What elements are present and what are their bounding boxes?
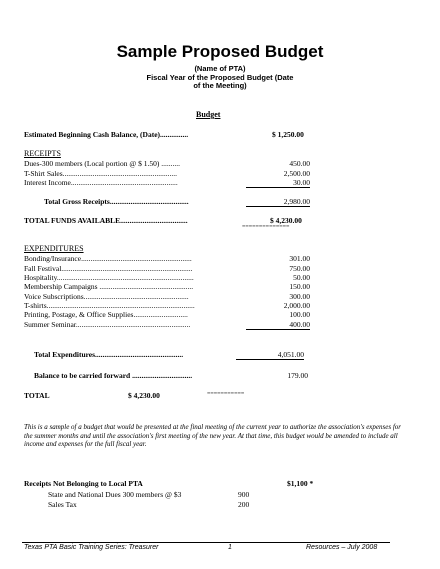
footer-series: Texas PTA Basic Training Series: Treasurer (24, 544, 159, 551)
not-belonging-item-label: State and National Dues 300 members @ $3 (48, 490, 182, 499)
grand-total-label: TOTAL (24, 391, 50, 400)
total-receipts-label: Total Gross Receipts.......................................... (44, 197, 189, 206)
total-funds-rule: ============== (242, 224, 290, 230)
grand-total-rule: =========== (207, 391, 245, 397)
not-belonging-label: Receipts Not Belonging to Local PTA (24, 479, 143, 488)
footer-page-number: 1 (228, 544, 232, 551)
total-funds-amount: $ 4,230.00 (270, 216, 302, 225)
receipt-item-label: Dues-300 members (Local portion @ $ 1.50) .......... (24, 159, 181, 168)
total-expenditures-amount: 4,051.00 (236, 350, 304, 360)
receipt-item-amount: 30.00 (246, 178, 310, 188)
footer-date: Resources – July 2008 (306, 544, 378, 551)
expenditure-item-label: Membership Campaigns .................................................. (24, 282, 194, 291)
expenditure-item-label: Printing, Postage, & Office Supplies............................. (24, 310, 188, 319)
expenditure-item-amount: 2,000.00 (283, 301, 310, 310)
expenditure-item-amount: 150.00 (289, 282, 310, 291)
not-belonging-item-label: Sales Tax (48, 500, 77, 509)
receipts-heading: RECEIPTS (24, 149, 61, 158)
beginning-balance-amount: $ 1,250.00 (272, 130, 304, 139)
expenditure-item-amount: 400.00 (246, 320, 310, 330)
expenditure-item-label: Summer Seminar............................................................. (24, 320, 191, 329)
expenditure-item-label: Hospitality......................................................................... (24, 273, 194, 282)
receipt-item-label: Interest Income......................................................... (24, 178, 178, 187)
footer-rule (22, 542, 390, 543)
fiscal-year-line: Fiscal Year of the Proposed Budget (Date (146, 73, 294, 82)
page-title: Sample Proposed Budget (116, 42, 324, 61)
receipt-item-amount: 2,500.00 (283, 169, 310, 178)
expenditure-item-amount: 750.00 (289, 264, 310, 273)
not-belonging-amount: $1,100 * (287, 479, 314, 488)
budget-heading: Budget (196, 110, 221, 119)
total-receipts-amount: 2,980.00 (246, 197, 310, 207)
total-expenditures-label: Total Expenditures............................................... (34, 350, 184, 359)
expenditure-item-amount: 301.00 (289, 254, 310, 263)
expenditure-item-amount: 50.00 (293, 273, 310, 282)
meeting-date-line: of the Meeting) (193, 81, 247, 90)
beginning-balance-label: Estimated Beginning Cash Balance, (Date)............... (24, 130, 189, 139)
receipt-item-label: T-Shirt Sales............................................................. (24, 169, 178, 178)
receipt-item-amount: 450.00 (289, 159, 310, 168)
not-belonging-item-amount: 200 (238, 500, 250, 509)
expenditure-item-amount: 300.00 (289, 292, 310, 301)
balance-forward-label: Balance to be carried forward ................................ (34, 371, 193, 380)
budget-note: This is a sample of a budget that would be presented at the final meeting of the current year to authorize the association's expenses for the summer months and until the association's first meeting of the new year. At that time, this budget would be amended to include all income and expenses for the full fiscal year. (24, 423, 401, 449)
balance-forward-amount: 179.00 (287, 371, 308, 380)
expenditure-item-label: T-shirts............................................................................... (24, 301, 195, 310)
expenditure-item-label: Bonding/Insurance........................................................... (24, 254, 192, 263)
expenditures-heading: EXPENDITURES (24, 244, 84, 253)
expenditure-item-amount: 100.00 (289, 310, 310, 319)
pta-name: (Name of PTA) (194, 64, 246, 73)
grand-total-amount: $ 4,230.00 (128, 391, 160, 400)
total-funds-label: TOTAL FUNDS AVAILABLE.................................... (24, 216, 188, 225)
expenditure-item-label: Fall Festival...................................................................... (24, 264, 193, 273)
not-belonging-item-amount: 900 (238, 490, 250, 499)
expenditure-item-label: Voice Subscriptions........................................................ (24, 292, 189, 301)
